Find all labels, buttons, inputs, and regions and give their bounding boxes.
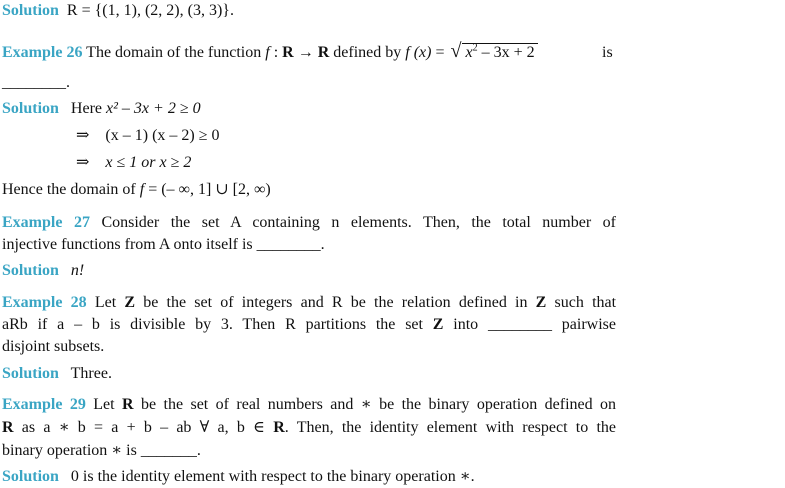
solution-26-line-1 — [2, 98, 201, 120]
here-text: Here — [70, 100, 103, 117]
example-label: Example 27 — [2, 214, 90, 231]
example-26-is — [602, 42, 613, 64]
solution-25 — [2, 0, 234, 22]
example-28-line-2 — [2, 314, 616, 336]
solution-26-domain — [2, 179, 271, 201]
solution-26-line-2 — [76, 125, 220, 147]
example-text: Let — [94, 294, 117, 311]
example-29-line-1 — [2, 394, 616, 416]
implies-symbol: ⇒ — [76, 154, 90, 171]
inequality-step-3: x ≤ 1 or x ≥ 2 — [105, 154, 192, 171]
real-set: R — [122, 396, 134, 413]
example-text: be the set of real numbers and ∗ be the binary operation defined on — [141, 396, 617, 413]
colon: : — [269, 44, 283, 61]
radical-sign: √ — [450, 40, 462, 62]
example-text: into ________ pairwise — [453, 316, 616, 333]
example-text: as a ∗ b = a + b – ab ∀ a, b ∈ — [21, 419, 265, 436]
example-text: Let — [93, 396, 115, 413]
example-text: The domain of the function — [86, 44, 262, 61]
solution-text: R = {(1, 1), (2, 2), (3, 3)}. — [66, 2, 234, 19]
example-27-line-1 — [2, 212, 616, 234]
implies-symbol: ⇒ — [76, 127, 90, 144]
radicand-exponent: 2 — [472, 42, 478, 54]
solution-text: Three. — [70, 365, 112, 382]
inequality-step-1: x² – 3x + 2 ≥ 0 — [106, 100, 201, 117]
solution-label: Solution — [2, 365, 59, 382]
hence-text: Hence the domain of — [2, 181, 136, 198]
example-28-line-3 — [2, 336, 104, 358]
solution-text: n! — [70, 262, 85, 279]
example-28-line-1 — [2, 292, 616, 314]
example-text: binary operation ∗ is _______. — [2, 442, 201, 459]
real-set: R — [2, 419, 14, 436]
solution-text: 0 is the identity element with respect to the binary operation ∗. — [70, 468, 475, 485]
real-set: R — [273, 419, 285, 436]
radicand-variable: x — [465, 44, 473, 61]
radicand — [462, 43, 537, 62]
domain-set: R — [282, 44, 294, 61]
inequality-step-2: (x – 1) (x – 2) ≥ 0 — [105, 127, 220, 144]
function-expression: f (x) — [405, 44, 432, 61]
example-text: be the set of integers and R be the relation defined in — [143, 294, 528, 311]
solution-label: Solution — [2, 100, 59, 117]
function-symbol: f — [265, 44, 270, 61]
solution-26-line-3 — [76, 152, 191, 174]
arrow-symbol: → — [293, 44, 318, 61]
radicand-rest: – 3x + 2 — [477, 44, 535, 61]
solution-27 — [2, 260, 84, 282]
answer-blank: ________. — [2, 74, 70, 91]
example-label: Example 26 — [2, 44, 83, 61]
solution-label: Solution — [2, 262, 59, 279]
example-29-line-3 — [2, 440, 201, 462]
equals-sign: = — [431, 44, 449, 61]
example-text: . Then, the identity element with respect to the — [284, 419, 617, 436]
example-label: Example 28 — [2, 294, 87, 311]
function-symbol: f — [139, 181, 145, 198]
is-text: is — [602, 44, 613, 61]
example-text: Consider the set A containing n elements. Then, the total number of — [101, 214, 617, 231]
integer-set: Z — [124, 294, 136, 311]
solution-29 — [2, 466, 475, 488]
example-26-blank — [2, 72, 70, 94]
square-root — [450, 42, 537, 64]
example-29-line-2 — [2, 417, 616, 439]
example-26-line-1 — [2, 42, 538, 64]
solution-label: Solution — [2, 2, 59, 19]
solution-label: Solution — [2, 468, 59, 485]
codomain-set: R — [317, 44, 330, 61]
example-text: injective functions from A onto itself is ________. — [2, 236, 325, 253]
defined-by-text: defined by — [329, 44, 406, 61]
integer-set: Z — [535, 294, 547, 311]
example-text: such that — [554, 294, 617, 311]
domain-result: = (– ∞, 1] ∪ [2, ∞) — [144, 181, 271, 198]
example-label: Example 29 — [2, 396, 86, 413]
solution-28 — [2, 363, 112, 385]
example-text: disjoint subsets. — [2, 338, 105, 355]
example-text: aRb if a – b is divisible by 3. Then R partitions the set — [2, 316, 423, 333]
integer-set: Z — [432, 316, 444, 333]
example-27-line-2 — [2, 234, 325, 256]
